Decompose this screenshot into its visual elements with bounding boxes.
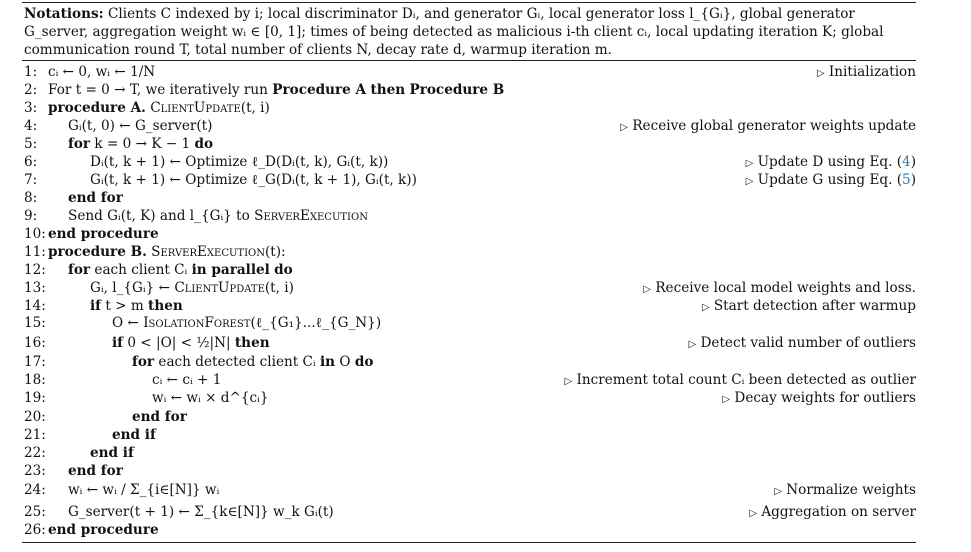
- comment-text: Initialization: [824, 64, 916, 80]
- comment-text: Receive local model weights and loss.: [651, 280, 916, 296]
- line-number: 15:: [24, 315, 46, 331]
- algorithm-line-10: [24, 225, 916, 243]
- line-code: Send Gᵢ(t, K) and l_{Gᵢ} to ServerExecution: [68, 208, 368, 224]
- line-number: 13:: [24, 280, 46, 296]
- line-comment: [746, 153, 916, 173]
- line-code: end procedure: [48, 226, 159, 242]
- algorithm-line-26: [24, 521, 916, 539]
- line-comment: [689, 334, 917, 354]
- comment-triangle-icon: ▷: [745, 158, 754, 169]
- line-code: cᵢ ← 0, wᵢ ← 1/N: [48, 64, 156, 80]
- algorithm-line-7: [24, 171, 916, 189]
- top-rule: [22, 2, 916, 3]
- line-number: 23:: [24, 463, 46, 479]
- line-code: for each detected client Cᵢ in O do: [132, 354, 374, 370]
- algorithm-line-4: [24, 117, 916, 135]
- line-code: cᵢ ← cᵢ + 1: [152, 372, 222, 388]
- line-code: procedure A. ClientUpdate(t, i): [48, 100, 270, 116]
- comment-text: Receive global generator weights update: [628, 118, 916, 134]
- algorithm-line-12: [24, 261, 916, 279]
- line-code: end if: [112, 427, 156, 443]
- bottom-rule: [22, 542, 916, 543]
- line-number: 8:: [24, 190, 38, 206]
- algorithm-line-1: [24, 63, 916, 81]
- line-number: 12:: [24, 262, 46, 278]
- line-number: 17:: [24, 354, 46, 370]
- comment-text: Normalize weights: [781, 482, 916, 498]
- line-number: 6:: [24, 154, 38, 170]
- line-number: 3:: [24, 100, 38, 116]
- line-code: Gᵢ(t, k + 1) ← Optimize ℓ_G(Dᵢ(t, k + 1), Gᵢ(t, k)): [90, 172, 417, 188]
- comment-triangle-icon: ▷: [745, 176, 754, 187]
- comment-triangle-icon: ▷: [701, 302, 710, 313]
- comment-triangle-icon: ▷: [774, 486, 782, 497]
- line-number: 18:: [24, 372, 46, 388]
- algorithm-line-9: [24, 207, 916, 225]
- line-number: 20:: [24, 409, 46, 425]
- algorithm-line-22: [24, 444, 916, 462]
- line-comment: [722, 389, 916, 409]
- comment-triangle-icon: ▷: [564, 376, 573, 387]
- line-comment: [620, 117, 916, 137]
- line-code: Dᵢ(t, k + 1) ← Optimize ℓ_D(Dᵢ(t, k), Gᵢ(t, k)): [90, 154, 389, 170]
- line-code: end for: [132, 409, 187, 425]
- line-number: 26:: [24, 522, 46, 538]
- line-code: wᵢ ← wᵢ × d^{cᵢ}: [152, 390, 269, 406]
- line-code: if t > m then: [90, 298, 183, 314]
- algorithm-line-11: [24, 243, 916, 261]
- comment-triangle-icon: ▷: [620, 122, 628, 133]
- comment-text: Aggregation on server: [757, 504, 916, 520]
- line-code: end procedure: [48, 522, 159, 538]
- algorithm-line-14: [24, 297, 916, 315]
- algorithm-line-17: [24, 353, 916, 371]
- comment-text: Decay weights for outliers: [730, 390, 916, 406]
- algorithm-line-5: [24, 135, 916, 153]
- line-code: procedure B. ServerExecution(t):: [48, 244, 286, 260]
- comment-triangle-icon: ▷: [643, 284, 651, 295]
- algorithm-line-13: [24, 279, 916, 297]
- algorithm-line-6: [24, 153, 916, 171]
- line-number: 16:: [24, 335, 46, 351]
- line-code: for each client Cᵢ in parallel do: [68, 262, 293, 278]
- line-number: 9:: [24, 208, 38, 224]
- notations-paragraph: [24, 5, 916, 59]
- algorithm-line-2: [24, 81, 916, 99]
- line-code: end for: [68, 463, 123, 479]
- line-number: 19:: [24, 390, 46, 406]
- comment-text: Detect valid number of outliers: [696, 335, 916, 351]
- line-comment: [643, 279, 916, 299]
- line-code: Gᵢ, l_{Gᵢ} ← ClientUpdate(t, i): [90, 280, 294, 296]
- line-number: 1:: [24, 64, 38, 80]
- algorithm-line-15: [24, 314, 916, 332]
- line-number: 2:: [24, 82, 38, 98]
- line-code: end if: [90, 445, 134, 461]
- line-code: G_server(t + 1) ← Σ_{k∈[N]} w_k Gᵢ(t): [68, 504, 334, 520]
- algorithm-line-23: [24, 462, 916, 480]
- algorithm-line-8: [24, 189, 916, 207]
- line-code: Gᵢ(t, 0) ← G_server(t): [68, 118, 213, 134]
- line-code: for k = 0 → K − 1 do: [68, 136, 214, 152]
- comment-triangle-icon: ▷: [816, 68, 825, 79]
- comment-text: Update D using Eq. (4): [753, 154, 916, 170]
- algorithm-line-20: [24, 408, 916, 426]
- comment-triangle-icon: ▷: [749, 508, 758, 519]
- line-number: 24:: [24, 482, 46, 498]
- algorithm-line-3: [24, 99, 916, 117]
- line-comment: [749, 503, 916, 523]
- line-comment: [817, 63, 916, 83]
- comment-text: Update G using Eq. (5): [753, 172, 916, 188]
- line-number: 21:: [24, 427, 46, 443]
- line-code: O ← IsolationForest(ℓ_{G₁}...ℓ_{G_N}): [112, 315, 382, 331]
- line-number: 11:: [24, 244, 46, 260]
- algorithm-line-25: [24, 503, 916, 521]
- line-number: 7:: [24, 172, 38, 188]
- notations-label: Notations:: [24, 6, 104, 22]
- line-code: if 0 < |O| < ½|N| then: [112, 335, 270, 351]
- line-comment: [746, 171, 916, 191]
- algorithm-line-24: [24, 481, 916, 499]
- algorithm-line-18: [24, 371, 916, 389]
- line-number: 10:: [24, 226, 46, 242]
- line-number: 25:: [24, 504, 46, 520]
- line-code: end for: [68, 190, 123, 206]
- line-code: For t = 0 → T, we iteratively run Procedure A then Procedure B: [48, 82, 505, 98]
- algorithm-line-19: [24, 389, 916, 407]
- comment-triangle-icon: ▷: [722, 394, 731, 405]
- line-number: 22:: [24, 445, 46, 461]
- algorithm-line-16: [24, 334, 916, 352]
- comment-text: Start detection after warmup: [709, 298, 916, 314]
- line-code: wᵢ ← wᵢ / Σ_{i∈[N]} wᵢ: [68, 482, 220, 498]
- notations-text: Clients C indexed by i; local discriminator Dᵢ, and generator Gᵢ, local generator loss l_{Gᵢ}, global generator G_server, aggregation weight wᵢ ∈ [0, 1]; times of being detected as malicious i-th client cᵢ, local updating iteration K; global communication round T, total number of clients N, decay rate d, warmup iteration m.: [24, 6, 884, 58]
- line-comment: [564, 371, 916, 391]
- comment-text: Increment total count Cᵢ been detected as outlier: [572, 372, 916, 388]
- header-rule: [22, 60, 916, 61]
- line-number: 5:: [24, 136, 38, 152]
- line-number: 14:: [24, 298, 46, 314]
- algorithm-line-21: [24, 426, 916, 444]
- line-comment: [774, 481, 916, 501]
- line-number: 4:: [24, 118, 38, 134]
- comment-triangle-icon: ▷: [688, 339, 697, 350]
